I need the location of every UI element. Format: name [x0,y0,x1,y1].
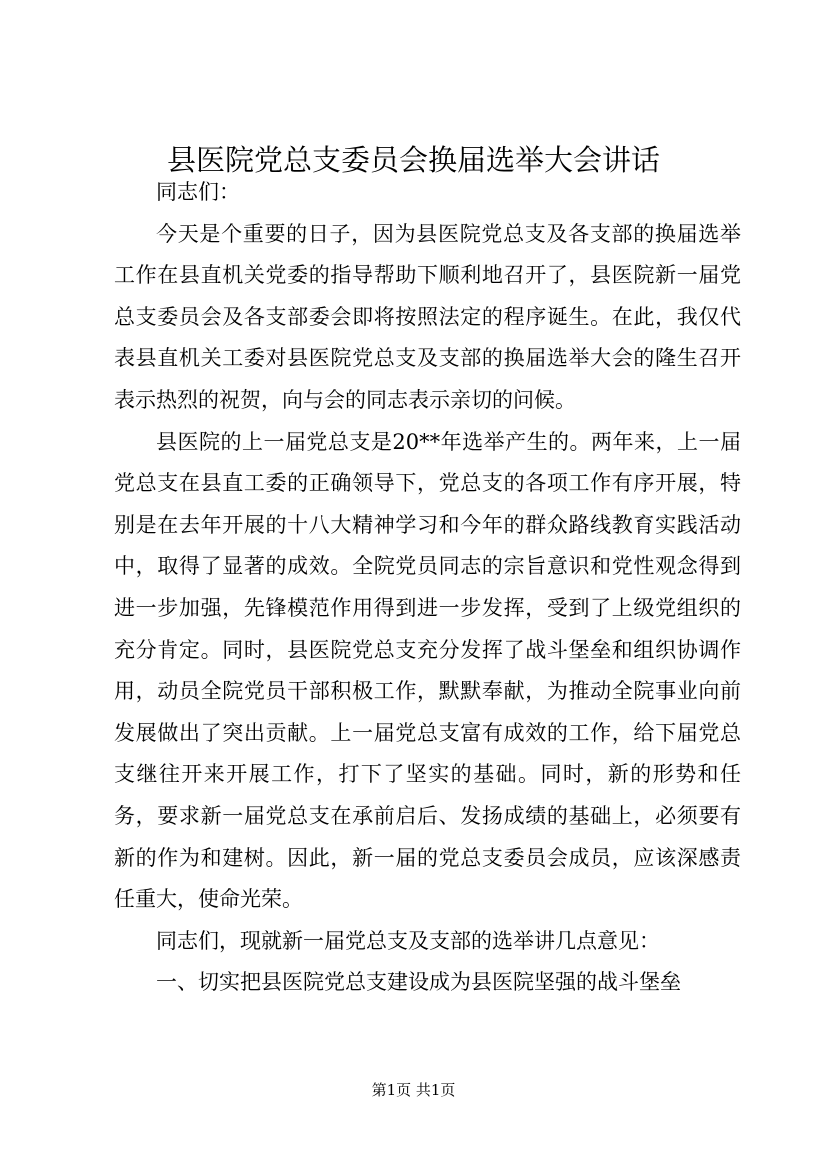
section-heading: 一、切实把县医院党总支建设成为县医院坚强的战斗堡垒 [156,970,681,995]
body-paragraph: 同志们，现就新一届党总支及支部的选举讲几点意见： [156,928,660,953]
page-number: 第1页 共1页 [371,1081,456,1099]
body-paragraph: 今天是个重要的日子，因为县医院党总支及各支部的换届选举工作在县直机关党委的指导帮助下顺利地召开了，县医院新一届党总支委员会及各支部委会即将按照法定的程序诞生。在此，我仅代表县直机关工委对县医院党总支及支部的换届选举大会的隆生召开表示热烈的祝贺，向与会的同志表示亲切的问候。 [114,221,741,412]
body-paragraph: 县医院的上一届党总支是20**年选举产生的。两年来，上一届党总支在县直工委的正确领导下，党总支的各项工作有序开展，特别是在去年开展的十八大精神学习和今年的群众路线教育实践活动中，取得了显著的成效。全院党员同志的宗旨意识和党性观念得到进一步加强，先锋模范作用得到进一步发挥，受到了上级党组织的充分肯定。同时，县医院党总支充分发挥了战斗堡垒和组织协调作用，动员全院党员干部积极工作，默默奉献，为推动全院事业向前发展做出了突出贡献。上一届党总支富有成效的工作，给下届党总支继往开来开展工作，打下了坚实的基础。同时，新的形势和任务，要求新一届党总支在承前启后、发扬成绩的基础上，必须要有新的作为和建树。因此，新一届的党总支委员会成员，应该深感责任重大，使命光荣。 [114,429,741,912]
salutation: 同志们： [156,180,240,204]
document-title: 县医院党总支委员会换届选举大会讲话 [166,143,660,177]
document-body [114,172,741,1004]
